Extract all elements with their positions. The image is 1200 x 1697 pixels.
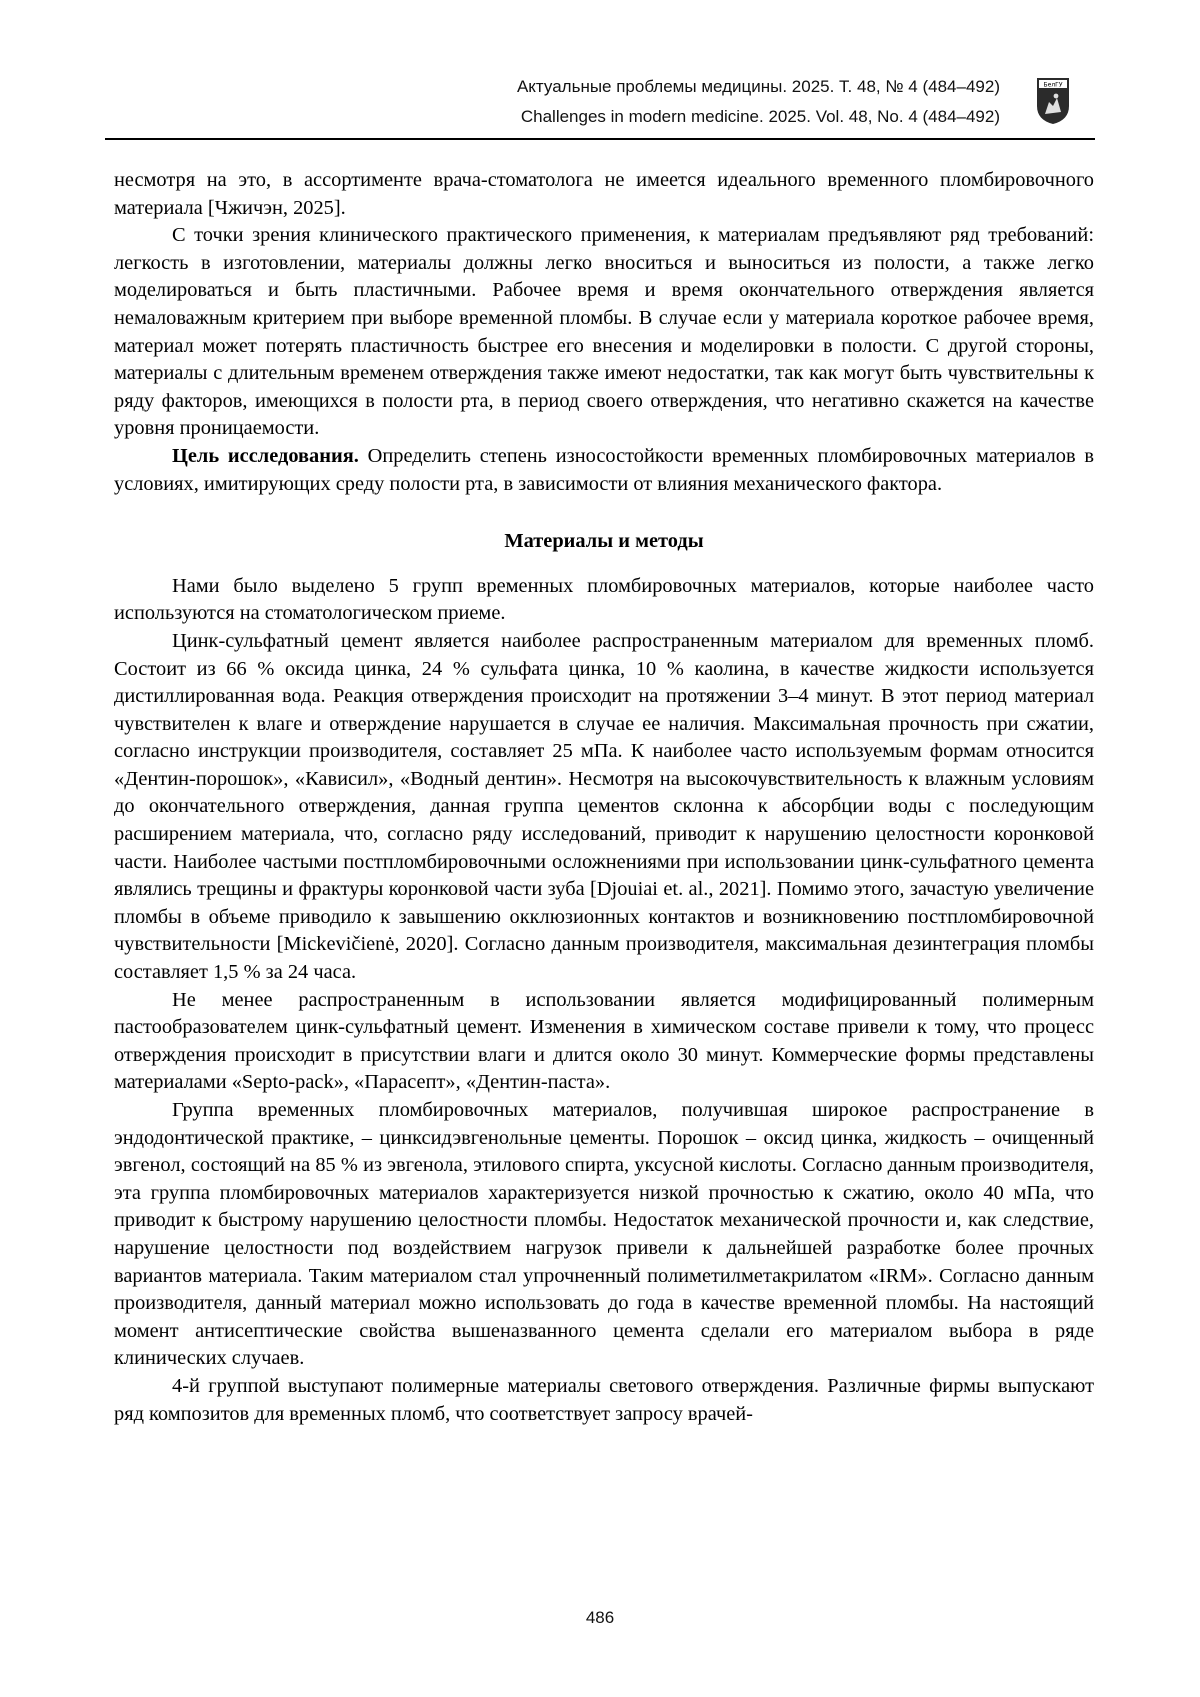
paragraph-7: Группа временных пломбировочных материалов, получившая широкое распространение в эндодонтической практике, – цинксидэвгенольные цементы. Порошок – оксид цинка, жидкость – очищенный эвгенол, состоящий на 85 % из эвгенола, этилового спирта, уксусной кислоты. Согласно данным производителя, эта группа пломбировочных материалов характеризуется низкой прочностью к сжатию, около 40 мПа, что приводит к быстрому нарушению целостности пломбы. Недостаток механической прочности и, как следствие, нарушение целостности под воздействием нагрузок привели к дальнейшей разработке более прочных вариантов материала. Таким материалом стал упрочненный полиметилметакрилатом «IRM». Согласно данным производителя, данный материал можно использовать до года в качестве временной пломбы. На настоящий момент антисептические свойства вышеназванного цемента сделали его материалом выбора в ряде клинических случаев.	[114, 1099, 1094, 1370]
aim-label: Цель исследования.	[172, 444, 359, 467]
page-number: 486	[585, 1608, 615, 1627]
article-body	[114, 167, 1094, 1428]
logo-text: БелГУ	[1043, 81, 1063, 89]
paragraph-3	[114, 443, 1094, 498]
paragraph-8: 4-й группой выступают полимерные материалы светового отверждения. Различные фирмы выпускают ряд композитов для временных пломб, что соответствует запросу врачей-	[114, 1374, 1094, 1425]
university-emblem-logo	[1035, 76, 1071, 126]
aim-text: Определить степень износостойкости временных пломбировочных материалов в условиях, имитирующих среду полости рта, в зависимости от влияния механического фактора.	[114, 444, 1094, 495]
paragraph-1: несмотря на это, в ассортименте врача-стоматолога не имеется идеального временного пломбировочного материала [Чжичэн, 2025].	[114, 169, 1094, 219]
citation-line-en: Challenges in modern medicine. 2025. Vol. 48, No. 4 (484–492)	[520, 107, 1000, 126]
paragraph-4: Нами было выделено 5 групп временных пломбировочных материалов, которые наиболее часто используются на стоматологическом приеме.	[114, 574, 1094, 625]
running-header	[105, 66, 1095, 140]
journal-citation	[517, 72, 1000, 132]
paragraph-5: Цинк-сульфатный цемент является наиболее распространенным материалом для временных пломб. Состоит из 66 % оксида цинка, 24 % сульфата цинка, 10 % каолина, в качестве жидкости используется дистиллированная вода. Реакция отверждения происходит на протяжении 3–4 минут. В этот период материал чувствителен к влаге и отверждение нарушается в случае ее наличия. Максимальная прочность при сжатии, согласно инструкции производителя, составляет 25 мПа. К наиболее часто используемым формам относится «Дентин-порошок», «Кависил», «Водный дентин». Несмотря на высокочувствительность к влажным условиям до окончательного отверждения, данная группа цементов склонна к абсорбции воды с последующим расширением материала, что, согласно ряду исследований, приводит к нарушению целостности коронковой части. Наиболее частыми постпломбировочными осложнениями при использовании цинк-сульфатного цемента являлись трещины и фрактуры коронковой части зуба [Djouiai et. al., 2021]. Помимо этого, зачастую увеличение пломбы в объеме приводило к завышению окклюзионных контактов и возникновению постпломбировочной чувствительности [Mickevičienė, 2020]. Согласно данным производителя, максимальная дезинтеграция пломбы составляет 1,5 % за 24 часа.	[114, 629, 1094, 984]
paragraph-6: Не менее распространенным в использовании является модифицированный полимерным пастообразователем цинк-сульфатный цемент. Изменения в химическом составе привели к тому, что процесс отверждения происходит в присутствии влаги и длится около 30 минут. Коммерческие формы представлены материалами «Septo-pack», «Парасепт», «Дентин-паста».	[114, 988, 1094, 1094]
citation-line-ru: Актуальные проблемы медицины. 2025. Т. 48, № 4 (484–492)	[516, 77, 1000, 96]
paragraph-2: С точки зрения клинического практического применения, к материалам предъявляют ряд требований: легкость в изготовлении, материалы должны легко вноситься и выноситься из полости, а также легко моделироваться и быть пластичными. Рабочее время и время окончательного отверждения является немаловажным критерием при выборе временной пломбы. В случае если у материала короткое рабочее время, материал может потерять пластичность быстрее его внесения и моделировки в полости. С другой стороны, материалы с длительным временем отверждения также имеют недостатки, так как могут быть чувствительны к ряду факторов, имеющихся в полости рта, в период своего отверждения, что негативно скажется на качестве уровня проницаемости.	[114, 224, 1094, 440]
section-heading-materials-methods: Материалы и методы	[504, 530, 704, 553]
